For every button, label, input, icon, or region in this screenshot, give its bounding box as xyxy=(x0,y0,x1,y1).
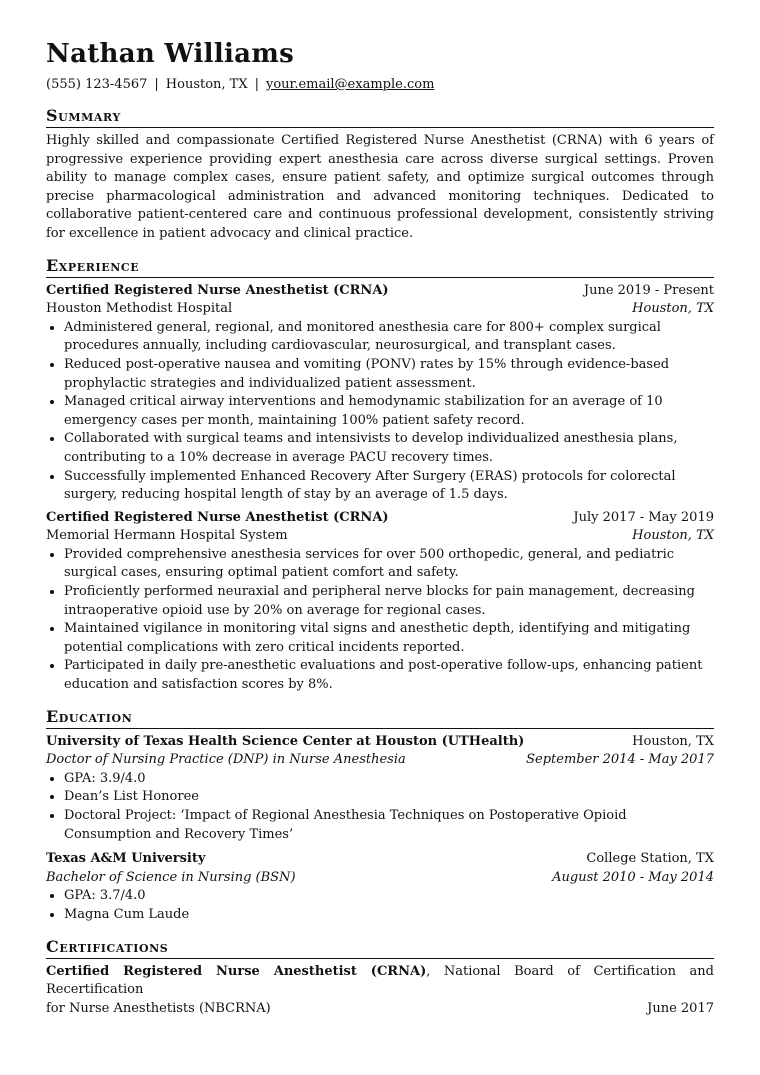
email-link[interactable]: your.email@example.com xyxy=(266,77,435,92)
education-dates: September 2014 - May 2017 xyxy=(526,752,714,768)
section-title-certifications: Certifications xyxy=(46,937,714,959)
job-bullets xyxy=(46,546,714,695)
bullet-item: • Doctoral Project: ‘Impact of Regional Anesthesia Techniques on Postoperative Opioid Consumption and Recovery Times’ xyxy=(64,807,714,844)
job-location: Houston, TX xyxy=(632,528,714,544)
bullet-item: • Successfully implemented Enhanced Recovery After Surgery (ERAS) protocols for colorectal surgery, reducing hospital length of stay by an average of 1.5 days. xyxy=(64,468,714,505)
candidate-name: Nathan Williams xyxy=(46,39,295,69)
education-bullets xyxy=(46,887,714,924)
degree: Bachelor of Science in Nursing (BSN) xyxy=(46,869,296,885)
summary-section xyxy=(46,106,714,244)
bullet-item: • Collaborated with surgical teams and intensivists to develop individualized anesthesia plans, contributing to a 10% decrease in average PACU recovery times. xyxy=(64,430,714,467)
bullet-item: • Proficiently performed neuraxial and peripheral nerve blocks for pain management, decreasing intraoperative opioid use by 20% on average for regional cases. xyxy=(64,583,714,620)
education-entry xyxy=(46,850,714,924)
bullet-item: • Reduced post-operative nausea and vomiting (PONV) rates by 15% through evidence-based prophylactic strategies and individualized patient assessment. xyxy=(64,356,714,393)
job-location: Houston, TX xyxy=(632,301,714,317)
job-title: Certified Registered Nurse Anesthetist (CRNA) xyxy=(46,282,389,298)
school-location: Houston, TX xyxy=(632,733,714,749)
certifications-section xyxy=(46,937,714,1019)
bullet-item: • GPA: 3.7/4.0 xyxy=(64,887,714,906)
summary-text: Highly skilled and compassionate Certified Registered Nurse Anesthetist (CRNA) with 6 years of progressive experience providing expert anesthesia care across diverse surgical settings. Proven ability to manage complex cases, ensure patient safety, and optimize surgical outcomes through precise pharmacological administration and advanced monitoring techniques. Dedicated to collaborative patient-centered care and continuous professional development, consistently striving for excellence in patient advocacy and clinical practice. xyxy=(46,133,714,241)
bullet-item: • Participated in daily pre-anesthetic evaluations and post-operative follow-ups, enhancing patient education and satisfaction scores by 8%. xyxy=(64,657,714,694)
experience-section xyxy=(46,256,714,695)
bullet-item: • Administered general, regional, and monitored anesthesia care for 800+ complex surgical procedures annually, including cardiovascular, neurosurgical, and transplant cases. xyxy=(64,319,714,356)
bullet-item: • Maintained vigilance in monitoring vital signs and anesthetic depth, identifying and mitigating potential complications with zero critical incidents reported. xyxy=(64,620,714,657)
separator: | xyxy=(154,77,159,92)
job-dates: June 2019 - Present xyxy=(583,282,714,298)
certification-date: June 2017 xyxy=(647,1000,714,1016)
school-location: College Station, TX xyxy=(586,851,714,867)
certification-issuer-row xyxy=(46,1000,714,1019)
certification-issuer-cont: for Nurse Anesthetists (NBCRNA) xyxy=(46,1000,271,1016)
education-dates: August 2010 - May 2014 xyxy=(552,869,714,885)
bullet-item: • Managed critical airway interventions and hemodynamic stabilization for an average of 10 emergency cases per month, maintaining 100% patient safety record. xyxy=(64,393,714,430)
employer: Memorial Hermann Hospital System xyxy=(46,528,288,544)
employer: Houston Methodist Hospital xyxy=(46,301,233,317)
degree: Doctor of Nursing Practice (DNP) in Nurse Anesthesia xyxy=(46,752,406,768)
job-dates: July 2017 - May 2019 xyxy=(573,509,714,525)
education-entry xyxy=(46,733,714,845)
phone: (555) 123-4567 xyxy=(46,77,148,92)
education-bullets xyxy=(46,770,714,844)
bullet-item: • Provided comprehensive anesthesia services for over 500 orthopedic, general, and pediatric surgical cases, ensuring optimal patient comfort and safety. xyxy=(64,546,714,583)
certification-entry xyxy=(46,963,714,1000)
school-name: University of Texas Health Science Center at Houston (UTHealth) xyxy=(46,733,525,749)
section-title-summary: Summary xyxy=(46,106,714,128)
separator: | xyxy=(254,77,259,92)
certification-name: Certified Registered Nurse Anesthetist (CRNA) xyxy=(46,963,427,979)
job-entry xyxy=(46,282,714,505)
certification-issuer: , National Board of Certification and Recertification xyxy=(46,963,714,998)
job-bullets xyxy=(46,319,714,505)
job-title: Certified Registered Nurse Anesthetist (CRNA) xyxy=(46,509,389,525)
bullet-item: • Dean’s List Honoree xyxy=(64,788,714,807)
job-entry xyxy=(46,509,714,695)
contact-line xyxy=(46,76,714,94)
school-name: Texas A&M University xyxy=(46,851,206,867)
education-section xyxy=(46,707,714,925)
section-title-experience: Experience xyxy=(46,256,714,278)
bullet-item: • GPA: 3.9/4.0 xyxy=(64,770,714,789)
bullet-item: • Magna Cum Laude xyxy=(64,906,714,925)
section-title-education: Education xyxy=(46,707,714,729)
location: Houston, TX xyxy=(165,77,248,92)
